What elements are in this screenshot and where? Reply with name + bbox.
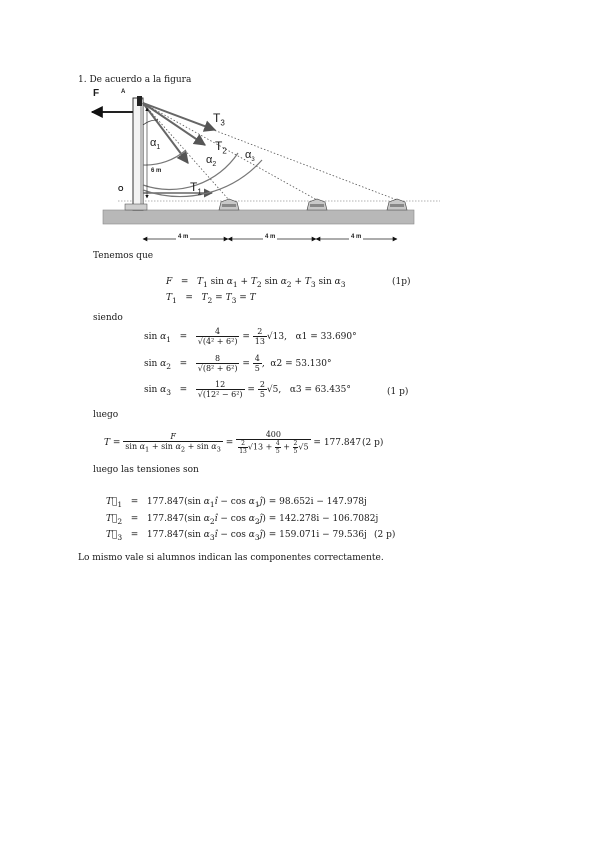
anchor-3 <box>387 199 407 210</box>
equation-vector-T2: $T⃗_2 = 177.847(\sin$ $\alpha_2î - \cos$ $\alpha_2ĵ) = 142.278i - 106.7082j$ <box>106 514 379 526</box>
equation-vector-T3: $T⃗_3 = 177.847(\sin$ $\alpha_3î - \cos$ $\alpha_3ĵ) = 159.071i - 79.536j$ <box>106 530 367 542</box>
anchor-2 <box>307 199 327 210</box>
text-luego: luego <box>93 410 119 420</box>
t1-label: $T_1$ <box>190 180 202 197</box>
equation-force-sum: $F = T_1$ $\sin \alpha_1 + T_2$ $\sin \alpha_2 + T_3$ $\sin \alpha_3$ <box>166 277 346 289</box>
alpha1-label: $\alpha_1$ <box>150 137 161 152</box>
equation-sin-alpha3: $\sin \alpha_3$ = $\frac{12}{\text{√(12² − 6²)}}$ = $\frac{2}{5}$ √5, α3 = 63.435° <box>144 380 351 399</box>
text-siendo: siendo <box>93 313 123 323</box>
point-a-label: A <box>121 89 126 95</box>
dim2-label: 4 m <box>265 234 276 240</box>
origin-label: O <box>118 186 124 193</box>
text-tenemos: Tenemos que <box>93 251 154 261</box>
text-luego-tensiones: luego las tensiones son <box>93 465 199 475</box>
dim3-label: 4 m <box>351 234 362 240</box>
force-label: F <box>93 88 100 99</box>
points-3: (2 p) <box>362 438 384 448</box>
points-4: (2 p) <box>374 530 396 540</box>
alpha3-label: $\alpha_3$ <box>245 149 255 164</box>
equation-sin-alpha2: $\sin \alpha_2$ = $\frac{8}{\text{√(8² + 6²)}}$ = $\frac{4}{5}$ , α2 = 53.130° <box>144 354 332 373</box>
equation-vector-T1: $T⃗_1 = 177.847(\sin$ $\alpha_1î - \cos$ $\alpha_1ĵ) = 98.652i - 147.978j$ <box>106 497 367 509</box>
t2-label: $T_2$ <box>215 139 227 156</box>
anchor-1 <box>219 199 239 210</box>
ground <box>103 210 414 224</box>
text-closing: Lo mismo vale si alumnos indican las componentes correctamente. <box>78 553 384 563</box>
problem-intro: De acuerdo a la figura <box>89 75 192 85</box>
equation-sin-alpha1: $\sin \alpha_1$ = $\frac{4}{\text{√(4² + 6²)}}$ = $\frac{2}{13}$ √13, α1 = 33.690° <box>144 327 357 346</box>
equation-equal-tensions: $T_1 = T_2 = T_3 = T$ <box>166 293 256 305</box>
points-2: (1 p) <box>387 387 409 397</box>
points-1: (1p) <box>392 277 411 287</box>
equation-tension-T: T = $\frac{F}{\sin \alpha_1 + \sin \alpha_2 + \sin \alpha_3}$ = 400 $\frac{2}{13}$ √13 + $\frac{4}{5}$ + $\frac{2}{5}$ √5 = 177.847 <box>104 430 362 455</box>
t3-label: $T_3$ <box>213 111 225 128</box>
alpha2-label: $\alpha_2$ <box>206 154 217 169</box>
dim1-label: 4 m <box>178 234 189 240</box>
figure-diagram <box>0 0 600 260</box>
problem-number: 1. <box>78 75 87 85</box>
height-label: 6 m <box>151 168 162 174</box>
